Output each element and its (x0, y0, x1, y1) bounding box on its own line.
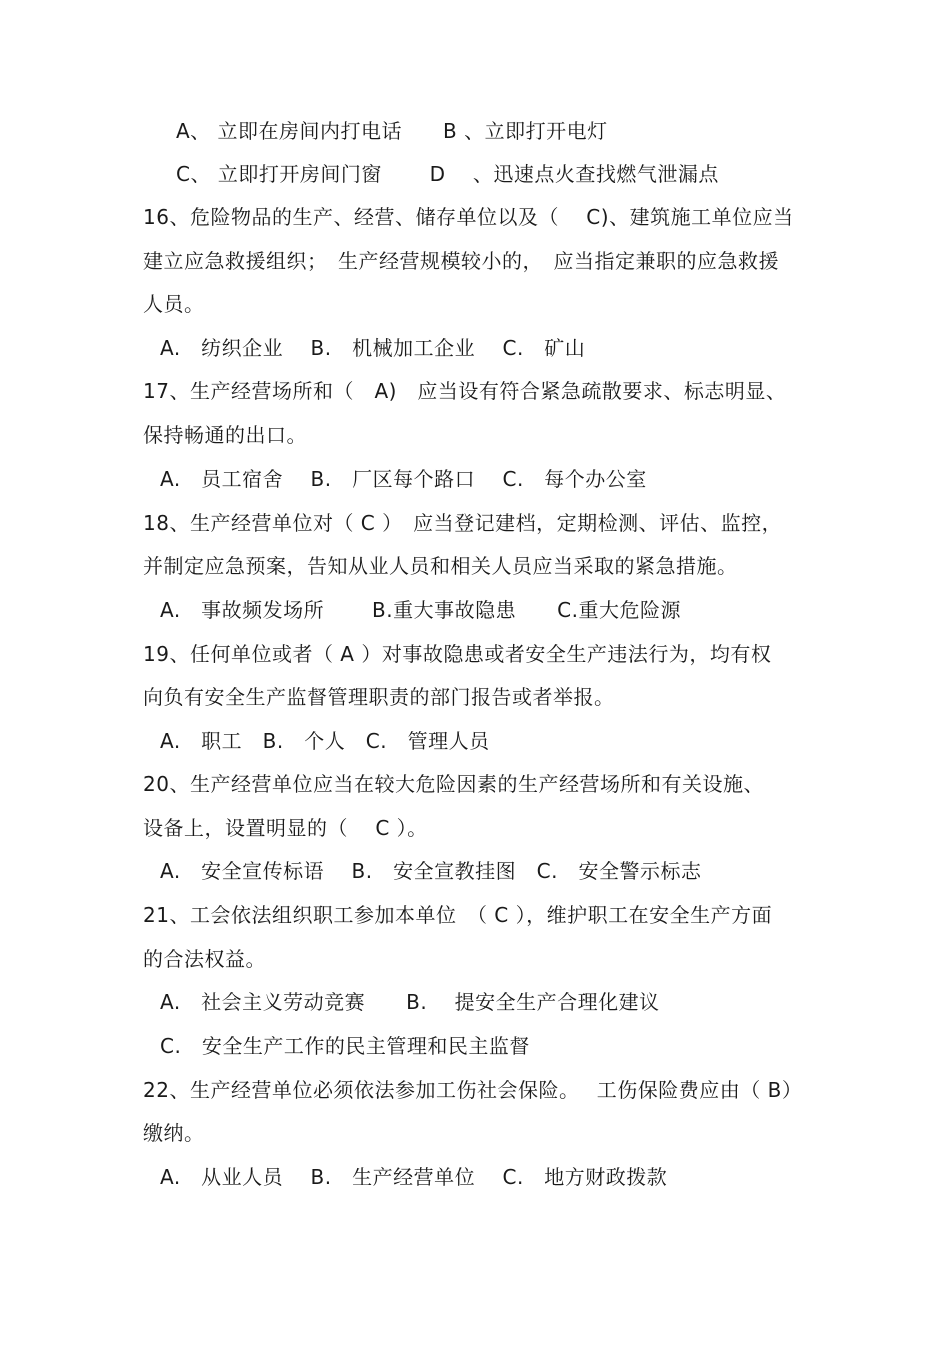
question-line: 向负有安全生产监督管理职责的部门报告或者举报。 (143, 685, 615, 709)
option-line: C. 安全生产工作的民主管理和民主监督 (160, 1034, 530, 1058)
option-line: A. 社会主义劳动竞赛 B. 提安全生产合理化建议 (160, 990, 660, 1014)
question-line: 18、生产经营单位对（ C ） 应当登记建档，定期检测、评估、监控， (143, 511, 783, 535)
question-line: 16、危险物品的生产、经营、储存单位以及（ C)、建筑施工单位应当 (143, 205, 794, 229)
option-line: A、 立即在房间内打电话 B 、立即打开电灯 (176, 119, 608, 143)
question-line: 21、工会依法组织职工参加本单位 （ C ），维护职工在安全生产方面 (143, 903, 773, 927)
option-line: A. 安全宣传标语 B. 安全宣教挂图 C. 安全警示标志 (160, 859, 702, 883)
question-line: 保持畅通的出口。 (143, 423, 307, 447)
question-line: 建立应急救援组织； 生产经营规模较小的， 应当指定兼职的应急救援 (143, 249, 779, 273)
question-line: 17、生产经营场所和（ A) 应当设有符合紧急疏散要求、标志明显、 (143, 379, 787, 403)
option-line: A. 从业人员 B. 生产经营单位 C. 地方财政拨款 (160, 1165, 668, 1189)
question-line: 设备上，设置明显的（ C ）。 (143, 816, 428, 840)
option-line: A. 员工宿舍 B. 厂区每个路口 C. 每个办公室 (160, 467, 647, 491)
question-line: 的合法权益。 (143, 947, 266, 971)
question-line: 19、任何单位或者（ A ）对事故隐患或者安全生产违法行为，均有权 (143, 642, 772, 666)
option-line: A. 纺织企业 B. 机械加工企业 C. 矿山 (160, 336, 586, 360)
question-line: 缴纳。 (143, 1121, 205, 1145)
option-line: A. 职工 B. 个人 C. 管理人员 (160, 729, 490, 753)
question-line: 人员。 (143, 292, 205, 316)
question-line: 22、生产经营单位必须依法参加工伤社会保险。 工伤保险费应由（ B） (143, 1078, 803, 1102)
option-line: A. 事故频发场所 B.重大事故隐患 C.重大危险源 (160, 598, 681, 622)
question-line: 并制定应急预案，告知从业人员和相关人员应当采取的紧急措施。 (143, 554, 738, 578)
question-line: 20、生产经营单位应当在较大危险因素的生产经营场所和有关设施、 (143, 772, 764, 796)
option-line: C、 立即打开房间门窗 D 、迅速点火查找燃气泄漏点 (176, 162, 719, 186)
